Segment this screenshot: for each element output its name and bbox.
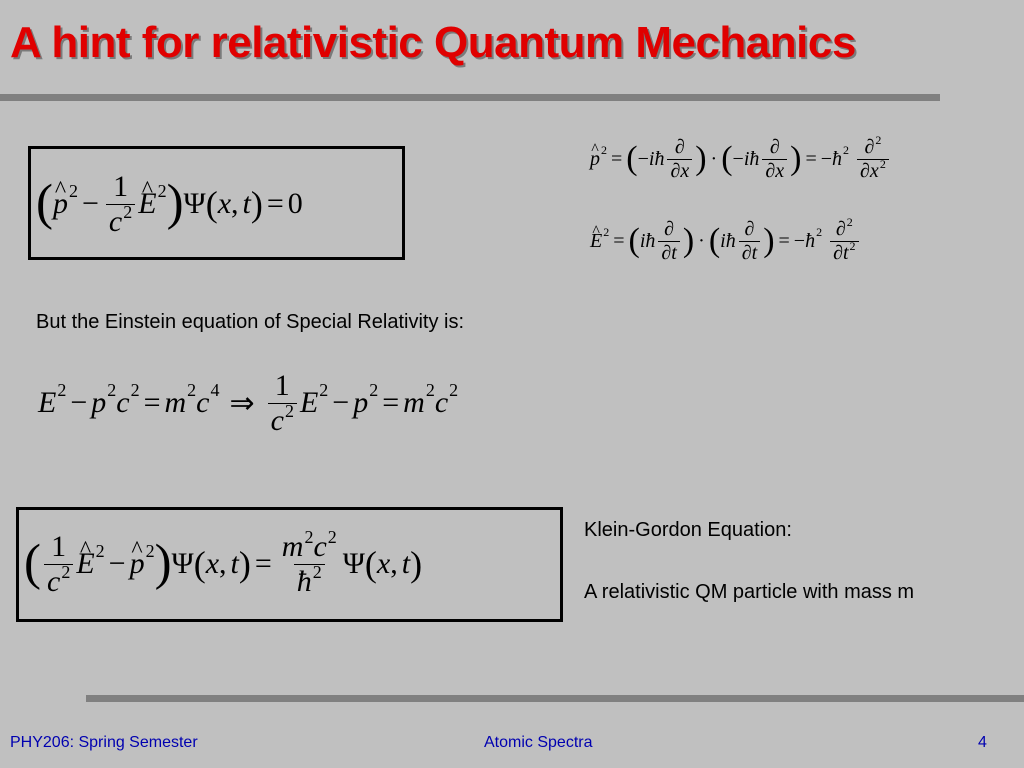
hbar-symbol: ħ [832, 147, 843, 170]
m-symbol: m [403, 386, 425, 419]
partial-x-fraction [667, 137, 692, 182]
slide-title: A hint for relativistic Quantum Mechanics [10, 18, 856, 67]
comma: , [231, 187, 239, 220]
denominator: ∂t [658, 241, 679, 264]
exponent: 2 [107, 379, 117, 400]
paren-right: ) [154, 535, 172, 592]
paren-left: ( [721, 139, 733, 177]
minus-sign: − [820, 147, 833, 170]
exponent: 2 [879, 157, 886, 172]
exponent: 2 [95, 540, 105, 561]
hbar-symbol: ħ [296, 564, 312, 598]
comma: , [390, 547, 398, 580]
exponent: 2 [130, 379, 140, 400]
exponent: 2 [425, 379, 435, 400]
c-symbol: c [270, 403, 284, 437]
momentum-operator-definition [590, 124, 892, 194]
paren-right: ) [790, 139, 802, 177]
equals-sign: = [611, 147, 623, 170]
equals-sign: = [143, 386, 161, 419]
equals-sign: = [778, 229, 790, 252]
exponent: 2 [849, 239, 856, 254]
equals-sign: = [805, 147, 817, 170]
paren-right: ) [695, 139, 707, 177]
m-symbol: m [281, 530, 304, 563]
t-symbol: t [401, 547, 411, 580]
dot-operator: · [710, 147, 718, 170]
minus-sign: − [108, 547, 126, 580]
einstein-equation [38, 358, 458, 448]
second-partial-t-fraction [830, 215, 858, 264]
exponent: 2 [312, 561, 322, 582]
exponent: 2 [284, 400, 294, 421]
exponent: 2 [145, 540, 155, 561]
partial-t-fraction [658, 219, 679, 264]
exponent: 2 [843, 143, 850, 158]
exponent: 2 [187, 379, 197, 400]
exponent: 2 [875, 133, 882, 148]
hbar-symbol: ħ [725, 229, 736, 252]
exponent: 2 [603, 225, 610, 240]
paren-left: ( [36, 175, 53, 232]
paren-left: ( [626, 139, 638, 177]
E-hat: ^ E [590, 230, 602, 253]
t-symbol: t [230, 547, 239, 580]
numerator [279, 527, 340, 564]
i-symbol: i [743, 147, 750, 170]
hbar-symbol: ħ [749, 147, 760, 170]
exponent: 2 [327, 527, 337, 548]
c-symbol: c [116, 386, 130, 419]
p-symbol: p [91, 386, 107, 419]
footer-course: PHY206: Spring Semester [10, 734, 198, 751]
c-symbol: c [434, 386, 449, 419]
denominator [857, 159, 889, 182]
equals-sign: = [382, 386, 400, 419]
minus-sign: − [332, 386, 350, 419]
exponent: 2 [304, 527, 314, 548]
numerator: 1 [274, 369, 290, 402]
E-symbol: E [38, 386, 57, 419]
paren-right: ) [410, 543, 423, 584]
paren-left: ( [24, 535, 41, 592]
partial-symbol: ∂ [864, 135, 875, 158]
paren-left: ( [193, 543, 206, 584]
partial-x: ∂x [860, 159, 879, 182]
implies-arrow: ⇒ [229, 386, 255, 420]
denominator [830, 241, 858, 264]
footer-page-number: 4 [978, 734, 987, 751]
numerator: ∂ [769, 135, 780, 158]
exponent: 2 [816, 225, 823, 240]
denominator: ∂x [762, 159, 787, 182]
c-symbol: c [46, 564, 61, 598]
paren-right: ) [238, 543, 251, 584]
denominator [106, 201, 135, 238]
paren-left: ( [708, 221, 721, 259]
partial-symbol: ∂ [835, 217, 846, 240]
paren-right: ) [763, 221, 775, 259]
energy-operator-definition [590, 206, 862, 276]
p-hat: ^ p [130, 547, 145, 581]
c-symbol: c [108, 204, 123, 238]
paren-left: ( [364, 543, 377, 584]
numerator [861, 133, 884, 159]
numerator: ∂ [674, 135, 685, 158]
minus-sign: − [70, 386, 88, 419]
exponent: 2 [319, 379, 329, 400]
minus-sign: − [637, 147, 649, 170]
partial-x-fraction [762, 137, 787, 182]
c-symbol: c [313, 530, 327, 563]
equals-sign: = [254, 547, 272, 580]
numerator [833, 215, 856, 241]
mass-fraction [279, 527, 340, 598]
numerator: ∂ [744, 217, 755, 240]
exponent: 2 [601, 143, 607, 158]
dot-operator: · [698, 229, 705, 252]
exponent: 2 [61, 561, 71, 582]
klein-gordon-description: A relativistic QM particle with mass m [584, 581, 915, 603]
exponent: 2 [449, 379, 459, 400]
p-hat: ^ p [53, 187, 68, 221]
hbar-symbol: ħ [654, 147, 665, 170]
paren-right: ) [166, 175, 184, 232]
comma: , [219, 547, 227, 580]
x-symbol: x [376, 547, 391, 580]
denominator [44, 561, 73, 598]
t-symbol: t [242, 187, 251, 220]
p-symbol: p [353, 386, 369, 419]
psi-symbol: Ψ [171, 547, 194, 580]
exponent: 4 [210, 379, 220, 400]
numerator: ∂ [664, 217, 675, 240]
numerator: 1 [51, 530, 67, 563]
exponent: 2 [846, 215, 853, 230]
equals-sign: = [266, 187, 284, 220]
zero: 0 [287, 187, 303, 220]
m-symbol: m [164, 386, 187, 419]
paren-right: ) [682, 221, 695, 259]
paren-right: ) [250, 183, 263, 224]
partial-t: ∂t [833, 241, 849, 264]
denominator [268, 400, 297, 437]
hbar-symbol: ħ [805, 229, 816, 252]
E-hat: ^ E [138, 187, 156, 221]
relativistic-wave-equation [36, 154, 303, 254]
psi-symbol: Ψ [183, 187, 206, 220]
denominator: ∂t [739, 241, 760, 264]
fraction-1-over-c2 [44, 531, 73, 597]
psi-symbol: Ψ [342, 547, 365, 580]
exponent: 2 [68, 180, 78, 201]
second-partial-x-fraction [857, 133, 889, 182]
i-symbol: i [720, 229, 726, 252]
title-divider [0, 94, 940, 101]
p-hat: ^ p [590, 148, 600, 171]
minus-sign: − [732, 147, 744, 170]
footer-topic: Atomic Spectra [484, 734, 593, 751]
x-symbol: x [217, 187, 232, 220]
klein-gordon-label: Klein-Gordon Equation: [584, 519, 792, 541]
c-symbol: c [196, 386, 210, 419]
E-symbol: E [299, 386, 319, 419]
fraction-1-over-c2 [106, 171, 135, 237]
exponent: 2 [157, 180, 167, 201]
minus-sign: − [81, 187, 99, 220]
exponent: 2 [57, 379, 67, 400]
i-symbol: i [639, 229, 646, 252]
paren-left: ( [628, 221, 640, 259]
denominator [294, 561, 325, 598]
E-hat: ^ E [76, 547, 94, 581]
denominator: ∂x [667, 159, 692, 182]
hbar-symbol: ħ [645, 229, 656, 252]
numerator: 1 [113, 170, 129, 203]
klein-gordon-equation [24, 514, 422, 614]
i-symbol: i [648, 147, 655, 170]
einstein-intro-text: But the Einstein equation of Special Relativity is: [36, 311, 465, 333]
x-symbol: x [205, 547, 220, 580]
exponent: 2 [369, 379, 379, 400]
minus-sign: − [793, 229, 806, 252]
footer-divider [86, 695, 1024, 702]
partial-t-fraction [739, 219, 760, 264]
equals-sign: = [613, 229, 625, 252]
fraction-1-over-c2 [268, 370, 297, 436]
paren-left: ( [205, 183, 218, 224]
exponent: 2 [123, 201, 133, 222]
